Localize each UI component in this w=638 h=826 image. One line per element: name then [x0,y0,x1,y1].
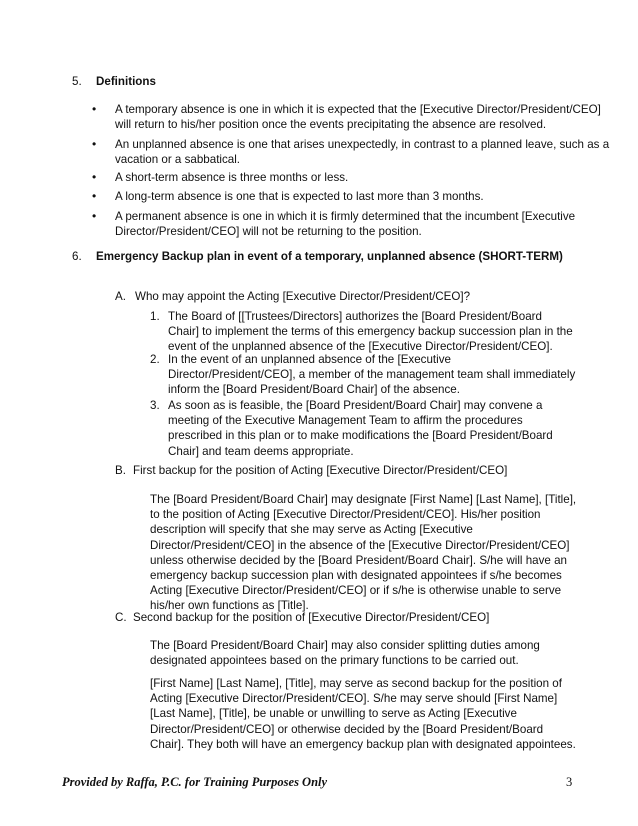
bullet-line: will return to his/her position once the events precipitating the absence are resolved. [115,118,547,132]
bullet-item [115,189,484,204]
bullet-marker: • [92,189,97,203]
bullet-item [115,102,601,132]
list-item [168,309,573,355]
bullet-item [115,170,348,185]
list-line: Director/President/CEO], a member of the management team shall immediately [168,368,576,382]
list-line: prescribed in this plan or to make modifications the [Board President/Board [168,429,553,443]
paragraph-line: Acting [Executive Director/President/CEO] or if s/he is otherwise unable to serve [150,584,562,598]
paragraph-line: designated appointees based on the primary functions to be carried out. [150,654,519,668]
bullet-item [115,209,575,239]
bullet-marker: • [92,137,97,151]
paragraph-line: Acting [Executive Director/President/CEO]. S/he may serve should [First Name] [150,692,558,706]
bullet-marker: • [92,209,97,223]
list-line: Chair] and team deems appropriate. [168,444,354,458]
list-line: In the event of an unplanned absence of the [Executive [168,353,451,366]
sub-c-paragraph-1 [150,638,540,668]
paragraph-line: The [Board President/Board Chair] may also consider splitting duties among [150,639,540,652]
footer-text: Provided by Raffa, P.C. for Training Purposes Only [62,775,328,789]
paragraph-line: The [Board President/Board Chair] may designate [First Name] [Last Name], [Title], [150,493,577,506]
paragraph-line: Director/President/CEO] in the absence of the [Executive Director/President/CEO] [150,538,570,552]
section-6-number: 6. [72,250,82,263]
bullet-line: A short-term absence is three months or less. [115,171,349,184]
list-line: Chair] to implement the terms of this emergency backup succession plan in the [168,325,573,339]
bullet-line: A permanent absence is one in which it is firmly determined that the incumbent [Executive [115,210,576,223]
bullet-marker: • [92,170,97,184]
paragraph-line: [Last Name], [Title], be unable or unwilling to serve as Acting [Executive [150,707,517,721]
paragraph-line: [First Name] [Last Name], [Title], may serve as second backup for the position of [150,677,562,690]
sub-b-paragraph [150,492,576,614]
bullet-line: vacation or a sabbatical. [115,153,241,167]
section-5-heading: Definitions [96,75,156,88]
sub-c-heading: Second backup for the position of [Executive Director/President/CEO] [133,611,490,624]
paragraph-line: emergency backup succession plan with designated appointees if s/he becomes [150,569,562,583]
list-item [168,398,553,459]
bullet-line: Director/President/CEO] will not be returning to the position. [115,225,422,239]
paragraph-line: unless otherwise decided by the [Board President/Board Chair]. S/he will have an [150,553,567,567]
list-item [168,352,575,398]
list-number: 1. [150,310,160,323]
list-line: meeting of the Executive Management Team to affirm the procedures [168,414,523,428]
paragraph-line: to the position of Acting [Executive Director/President/CEO]. His/her position [150,508,541,522]
paragraph-line: description will specify that she may serve as Acting [Executive [150,523,473,537]
section-5-number: 5. [72,75,82,88]
sub-b-letter: B. [115,464,126,477]
paragraph-line: Director/President/CEO] or otherwise decided by the [Board President/Board [150,722,544,736]
paragraph-line: his/her own functions as [Title]. [150,599,309,613]
list-line: The Board of [[Trustees/Directors] authorizes the [Board President/Board [168,310,542,323]
list-line: As soon as is feasible, the [Board President/Board Chair] may convene a [168,399,543,412]
sub-a-letter: A. [115,290,126,303]
bullet-line: A temporary absence is one in which it is expected that the [Executive Director/President/CEO] [115,103,601,116]
list-line: inform the [Board President/Board Chair] of the absence. [168,383,460,397]
sub-c-paragraph-2 [150,676,576,752]
page-number: 3 [566,775,573,789]
bullet-line: A long-term absence is one that is expected to last more than 3 months. [115,190,484,203]
list-line: event of the unplanned absence of the [Executive Director/President/CEO]. [168,340,553,354]
sub-b-heading: First backup for the position of Acting [Executive Director/President/CEO] [133,464,508,477]
section-6-heading: Emergency Backup plan in event of a temporary, unplanned absence (SHORT-TERM) [96,250,563,263]
list-number: 2. [150,353,160,366]
bullet-item [115,137,609,167]
bullet-line: An unplanned absence is one that arises unexpectedly, in contrast to a planned leave, such as a [115,138,610,151]
sub-c-letter: C. [115,611,127,624]
bullet-marker: • [92,102,97,116]
paragraph-line: Chair]. They both will have an emergency backup plan with designated appointees. [150,737,576,751]
sub-a-heading: Who may appoint the Acting [Executive Director/President/CEO]? [135,290,471,303]
list-number: 3. [150,399,160,412]
